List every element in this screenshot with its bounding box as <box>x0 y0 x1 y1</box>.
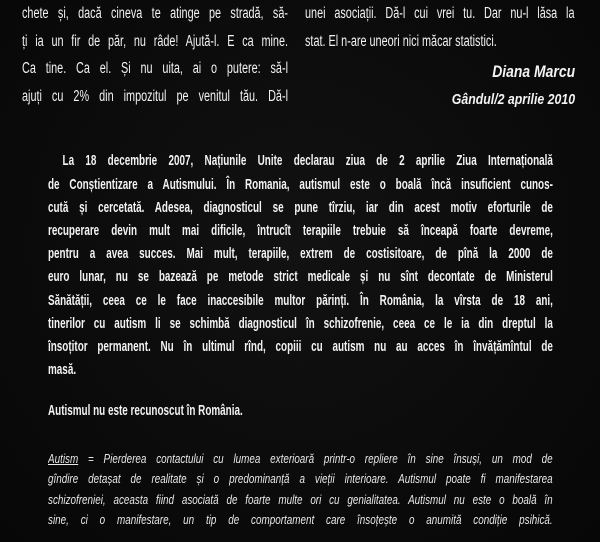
footnote-line <box>48 449 553 470</box>
paragraph-line: de Conștientizare a Autismului. În Romania, autismul este o boală încă insuficient cunos- <box>48 175 553 193</box>
paragraph-line: tinerilor cu autism li se schimbă diagnosticul în schizofrenie, ceea ce le ia din dreptul la <box>48 314 553 332</box>
definition-footnote <box>48 449 553 531</box>
text-line: chete și, dacă cineva te atinge pe stradă, să- <box>22 5 288 22</box>
text-line: ajuți cu 2% din impozitul pe venitul tău. Dă-l <box>22 88 288 106</box>
paragraph-line: pentru a avea succes. Mai mult, terapiile, extrem de costisitoare, de pînă la 2000 de <box>48 245 553 263</box>
previous-article-left-column <box>22 0 288 111</box>
paragraph-line: însoțitor permanent. Nu în ultimul rînd, copiii cu autism nu au acces în învățămîntul de <box>48 337 553 355</box>
text-line: unei asociații. Dă-l cui vrei tu. Dar nu-l lăsa la <box>305 5 575 22</box>
footnote-line: sine, ci o manifestare, un tip de comportament care însoțește o anumită condiție psihică. <box>48 512 553 528</box>
paragraph-line: masă. <box>48 361 77 379</box>
text-line: stat. El n-are uneori nici măcar statistici. <box>305 32 497 50</box>
footnote-line-text: = Pierderea contactului cu lumea exterioară printr-o repliere în sine însuși, un mod de <box>78 450 553 466</box>
main-paragraph <box>48 149 553 381</box>
paragraph-line: euro lunar, nu se bazează pe metode strict medicale și nu sînt decontate de Ministerul <box>48 268 553 286</box>
text-line: ți ia un fir de păr, nu râde! Ajută-l. E ca mine. <box>22 32 288 50</box>
paragraph-line: Sănătății, ceea ce le face inaccesibile multor părinți. În România, la vîrsta de 18 ani, <box>48 291 553 309</box>
article-source: Gândul/2 aprilie 2010 <box>451 92 575 108</box>
paragraph-line: cută și cercetată. Adesea, diagnosticul se pune tîrziu, iar din acest motiv eforturile de <box>48 198 553 216</box>
defined-term: Autism <box>48 450 79 466</box>
paragraph-line: La 18 decembrie 2007, Națiunile Unite declarau ziua de 2 aprilie Ziua Internațională <box>62 152 553 170</box>
previous-article-right-column <box>305 0 575 55</box>
footnote-line: schizofreniei, aceasta fiind asociată de foarte multe ori cu genialitatea. Autismul nu este o boală în <box>48 491 553 507</box>
article-author: Diana Marcu <box>492 62 575 81</box>
paragraph-line: recuperare devin mult mai dificile, întrucît terapiile trebuie să înceapă foarte devreme, <box>48 221 553 239</box>
recognition-statement: Autismul nu este recunoscut în România. <box>48 401 243 419</box>
text-line: Ca tine. Ca el. Și nu uita, ai o putere: să-l <box>22 60 288 78</box>
footnote-line: gîndire detașat de realitate și o predominanță a vieții interioare. Autismul poate fi manifestarea <box>48 471 553 487</box>
